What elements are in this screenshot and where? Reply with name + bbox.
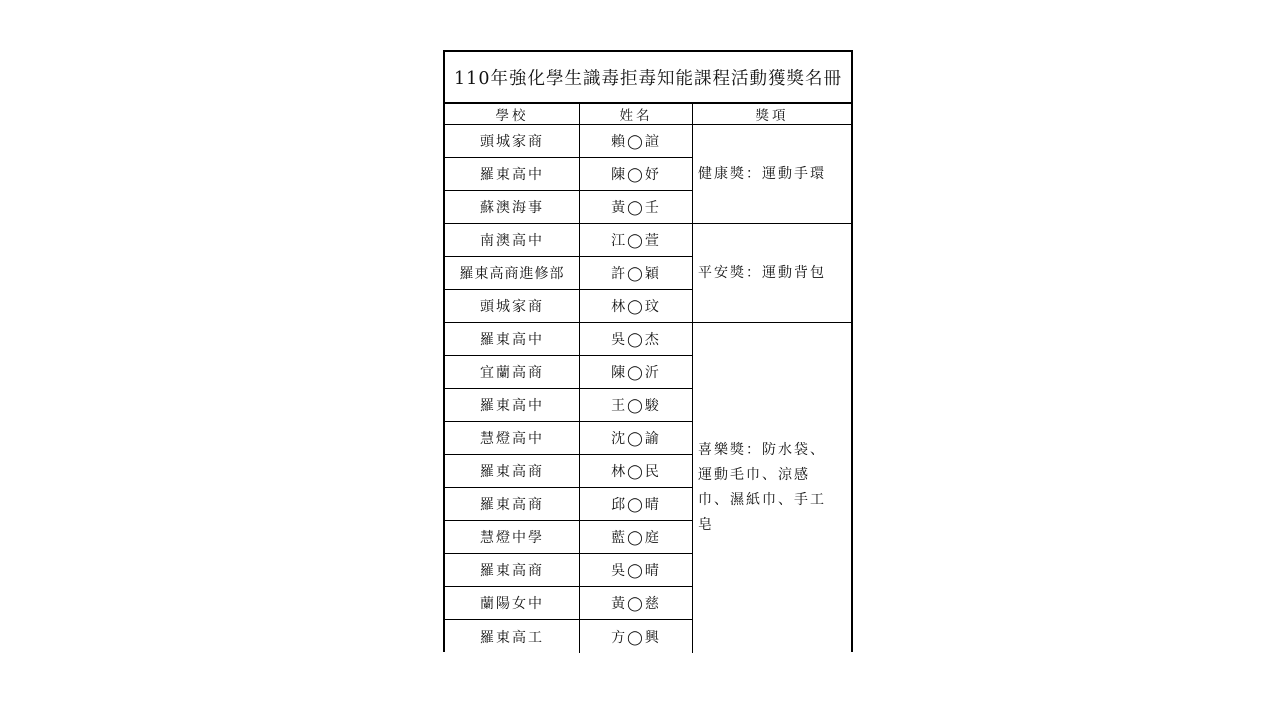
school-cell: 頭城家商 [445, 125, 580, 158]
table-title: 110年強化學生識毒拒毒知能課程活動獲獎名冊 [445, 52, 851, 104]
school-cell: 蘭陽女中 [445, 587, 580, 620]
award-cell-safety [693, 224, 851, 323]
school-cell: 羅東高商進修部 [445, 257, 580, 290]
name-cell: 林◯玟 [580, 290, 693, 323]
header-name: 姓名 [580, 104, 693, 125]
award-label: 喜樂獎：防水袋、運動毛巾、涼感巾、濕紙巾、手工皂 [698, 442, 826, 533]
name-cell: 賴◯諠 [580, 125, 693, 158]
name-cell: 王◯駿 [580, 389, 693, 422]
name-cell: 陳◯沂 [580, 356, 693, 389]
school-cell: 羅東高工 [445, 620, 580, 653]
school-cell: 慧燈中學 [445, 521, 580, 554]
award-label: 平安獎：運動背包 [698, 264, 826, 281]
name-cell: 林◯民 [580, 455, 693, 488]
name-cell: 沈◯諭 [580, 422, 693, 455]
name-cell: 陳◯妤 [580, 158, 693, 191]
name-cell: 黃◯慈 [580, 587, 693, 620]
school-cell: 羅東高中 [445, 389, 580, 422]
name-cell: 許◯穎 [580, 257, 693, 290]
name-cell: 黃◯壬 [580, 191, 693, 224]
school-cell: 南澳高中 [445, 224, 580, 257]
name-cell: 吳◯晴 [580, 554, 693, 587]
award-cell-joy [693, 323, 851, 653]
award-roster-table [443, 50, 853, 652]
school-cell: 蘇澳海事 [445, 191, 580, 224]
school-cell: 羅東高中 [445, 323, 580, 356]
name-cell: 吳◯杰 [580, 323, 693, 356]
name-cell: 方◯興 [580, 620, 693, 653]
school-cell: 羅東高商 [445, 554, 580, 587]
school-cell: 慧燈高中 [445, 422, 580, 455]
roster-grid [445, 104, 851, 653]
school-cell: 宜蘭高商 [445, 356, 580, 389]
header-award: 獎項 [693, 104, 851, 125]
name-cell: 江◯萱 [580, 224, 693, 257]
school-cell: 羅東高商 [445, 455, 580, 488]
school-cell: 羅東高中 [445, 158, 580, 191]
school-cell: 頭城家商 [445, 290, 580, 323]
header-school: 學校 [445, 104, 580, 125]
name-cell: 藍◯庭 [580, 521, 693, 554]
name-cell: 邱◯晴 [580, 488, 693, 521]
school-cell: 羅東高商 [445, 488, 580, 521]
award-cell-health [693, 125, 851, 224]
award-label: 健康獎：運動手環 [698, 165, 826, 182]
